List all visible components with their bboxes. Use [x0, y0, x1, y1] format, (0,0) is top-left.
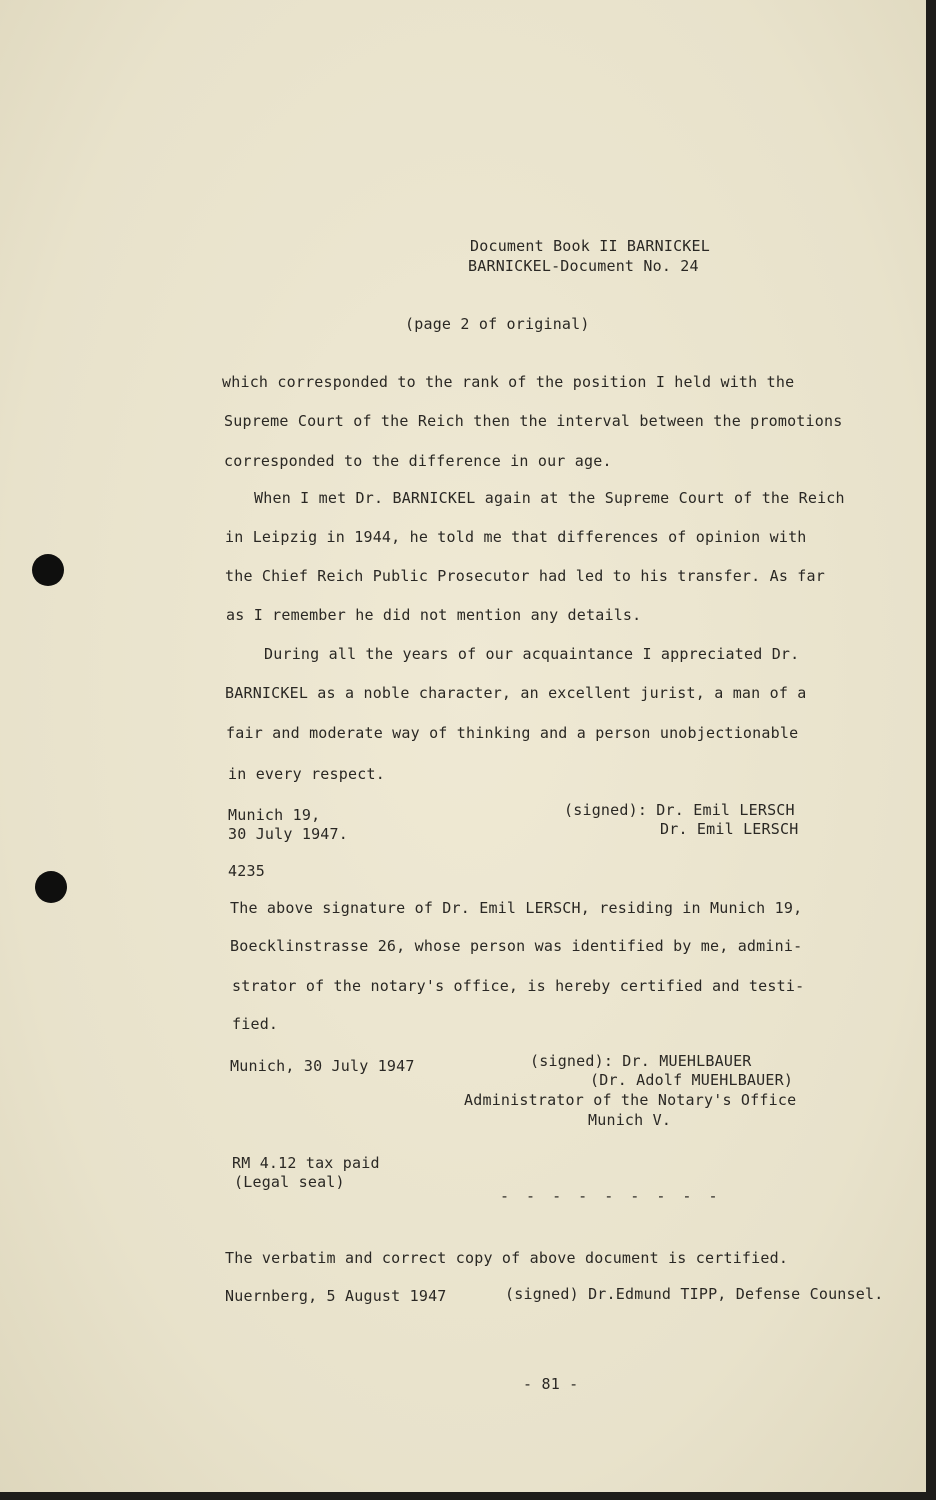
scan-edge-right — [926, 0, 936, 1500]
signed-line: (signed): Dr. Emil LERSCH — [564, 801, 795, 819]
final-certification: The verbatim and correct copy of above document is certified. — [225, 1249, 789, 1267]
signer-name: Dr. Emil LERSCH — [660, 820, 799, 838]
body-line: in every respect. — [228, 765, 385, 783]
body-line: Supreme Court of the Reich then the interval between the promotions — [224, 412, 843, 430]
body-line: When I met Dr. BARNICKEL again at the Supreme Court of the Reich — [254, 489, 845, 507]
cert-line: Boecklinstrasse 26, whose person was identified by me, admini- — [230, 937, 803, 955]
header-doc-book: Document Book II BARNICKEL — [470, 237, 710, 255]
date-line: 30 July 1947. — [228, 825, 348, 843]
body-line: fair and moderate way of thinking and a person unobjectionable — [226, 724, 799, 742]
header-doc-number: BARNICKEL-Document No. 24 — [468, 257, 699, 275]
body-line: corresponded to the difference in our age. — [224, 452, 612, 470]
body-line: as I remember he did not mention any details. — [226, 606, 642, 624]
place-line: Munich 19, — [228, 806, 321, 824]
punch-hole-upper — [32, 554, 64, 586]
notary-place-date: Munich, 30 July 1947 — [230, 1057, 415, 1075]
seal-line: (Legal seal) — [234, 1173, 345, 1191]
notary-name: (Dr. Adolf MUEHLBAUER) — [590, 1071, 794, 1089]
final-place-date: Nuernberg, 5 August 1947 — [225, 1287, 447, 1305]
cert-line: strator of the notary's office, is hereby certified and testi- — [232, 977, 805, 995]
final-signed: (signed) Dr.Edmund TIPP, Defense Counsel. — [505, 1285, 884, 1303]
page-reference: (page 2 of original) — [405, 315, 590, 333]
notary-location: Munich V. — [588, 1111, 672, 1129]
cert-line: fied. — [232, 1015, 279, 1033]
scan-edge-bottom — [0, 1492, 936, 1500]
body-line: the Chief Reich Public Prosecutor had led to his transfer. As far — [225, 567, 825, 585]
body-line: which corresponded to the rank of the position I held with the — [222, 373, 795, 391]
separator-line: - - - - - - - - - — [500, 1187, 722, 1205]
body-line: BARNICKEL as a noble character, an excellent jurist, a man of a — [225, 684, 807, 702]
notary-title: Administrator of the Notary's Office — [464, 1091, 797, 1109]
cert-line: The above signature of Dr. Emil LERSCH, residing in Munich 19, — [230, 899, 803, 917]
notary-signed: (signed): Dr. MUEHLBAUER — [530, 1052, 752, 1070]
body-line: During all the years of our acquaintance I appreciated Dr. — [264, 645, 800, 663]
registration-number: 4235 — [228, 862, 265, 880]
body-line: in Leipzig in 1944, he told me that differences of opinion with — [225, 528, 807, 546]
punch-hole-lower — [35, 871, 67, 903]
page-number: - 81 - — [523, 1375, 579, 1393]
tax-line: RM 4.12 tax paid — [232, 1154, 380, 1172]
